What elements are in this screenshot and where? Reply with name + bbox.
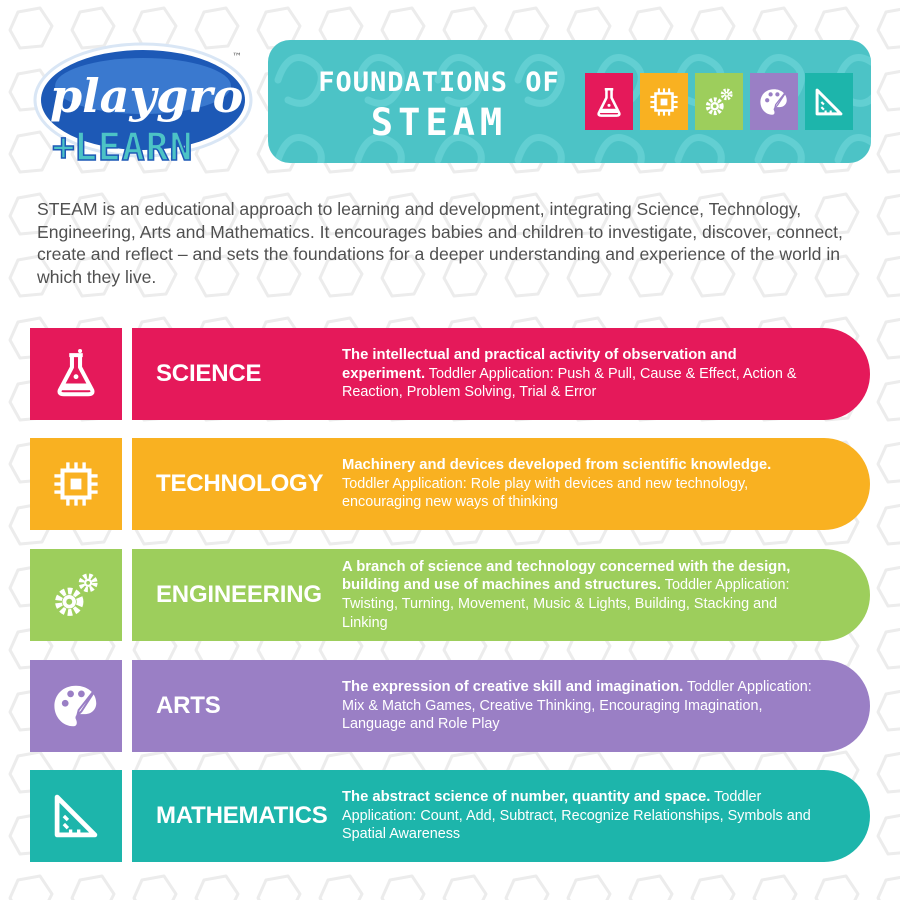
gears-icon xyxy=(702,85,736,119)
banner-flask-tile xyxy=(585,73,633,130)
brand-logo xyxy=(30,40,255,170)
row-technology-icon-tile xyxy=(30,438,122,530)
row-engineering-band xyxy=(132,549,870,641)
row-technology-description xyxy=(342,456,822,512)
row-engineering-icon-tile xyxy=(30,549,122,641)
row-science-definition: The intellectual and practical activity of observation and experiment. xyxy=(342,347,737,382)
row-science-band xyxy=(132,328,870,420)
row-engineering-definition: A branch of science and technology concerned with the design, building and use of machines and structures. xyxy=(342,558,791,594)
row-arts-description xyxy=(342,678,822,734)
banner-chip-tile xyxy=(640,73,688,130)
row-arts-application: Toddler Application: Mix & Match Games, Creative Thinking, Encouraging Imagination, Language and Role Play xyxy=(342,679,812,733)
row-science-description xyxy=(342,346,822,402)
row-technology-title: TECHNOLOGY xyxy=(156,470,324,497)
banner-title-line2: STEAM xyxy=(370,101,508,144)
row-mathematics xyxy=(30,770,870,862)
banner-icon-strip xyxy=(585,73,853,130)
row-technology xyxy=(30,438,870,530)
row-mathematics-title: MATHEMATICS xyxy=(156,802,328,829)
row-mathematics-definition: The abstract science of number, quantity and space. xyxy=(342,789,711,806)
row-science xyxy=(30,328,870,420)
flask-icon xyxy=(49,347,103,401)
row-engineering-title: ENGINEERING xyxy=(156,581,322,608)
row-arts-icon-tile xyxy=(30,660,122,752)
logo-learn: LEARN xyxy=(74,125,194,169)
chip-icon xyxy=(49,457,103,511)
logo-word: playgro xyxy=(50,69,244,123)
row-mathematics-application: Toddler Application: Count, Add, Subtract, Recognize Relationships, Symbols and Spatial Awareness xyxy=(342,789,811,843)
ruler-triangle-icon xyxy=(812,85,846,119)
gears-icon xyxy=(49,568,103,622)
row-arts-band xyxy=(132,660,870,752)
banner-palette-tile xyxy=(750,73,798,130)
banner-ruler-tile xyxy=(805,73,853,130)
row-arts xyxy=(30,660,870,752)
banner-title-line1: FOUNDATIONS OF xyxy=(318,67,560,98)
trademark-mark: ™ xyxy=(232,52,242,63)
row-mathematics-band xyxy=(132,770,870,862)
banner-gears-tile xyxy=(695,73,743,130)
ruler-triangle-icon xyxy=(49,789,103,843)
row-technology-definition: Machinery and devices developed from scientific knowledge. xyxy=(342,457,772,474)
row-engineering-application: Toddler Application: Twisting, Turning, Movement, Music & Lights, Building, Stacking and Linking xyxy=(342,577,790,631)
row-technology-application: Toddler Application: Role play with devices and new technology, encouraging new ways of thinking xyxy=(342,475,749,511)
row-science-icon-tile xyxy=(30,328,122,420)
row-technology-band xyxy=(132,438,870,530)
banner-title xyxy=(294,66,584,146)
logo-plus: + xyxy=(50,128,77,166)
row-engineering-description xyxy=(342,558,822,632)
row-science-application: Toddler Application: Push & Pull, Cause & Effect, Action & Reaction, Problem Solving, Trial & Error xyxy=(342,365,797,401)
row-arts-definition: The expression of creative skill and imagination. xyxy=(342,679,684,696)
row-science-title: SCIENCE xyxy=(156,360,262,387)
palette-icon xyxy=(757,85,791,119)
chip-icon xyxy=(647,85,681,119)
intro-paragraph: STEAM is an educational approach to learning and development, integrating Science, Technology, Engineering, Arts and Mathematics. It encourages babies and children to investigate, discover, connect, create and reflect – and sets the foundations for a deeper understanding and experience of the world in which they live. xyxy=(37,199,843,287)
flask-icon xyxy=(592,85,626,119)
palette-icon xyxy=(49,679,103,733)
row-mathematics-description xyxy=(342,788,822,844)
header-banner xyxy=(268,40,871,163)
row-arts-title: ARTS xyxy=(156,692,221,719)
row-mathematics-icon-tile xyxy=(30,770,122,862)
row-engineering xyxy=(30,549,870,641)
